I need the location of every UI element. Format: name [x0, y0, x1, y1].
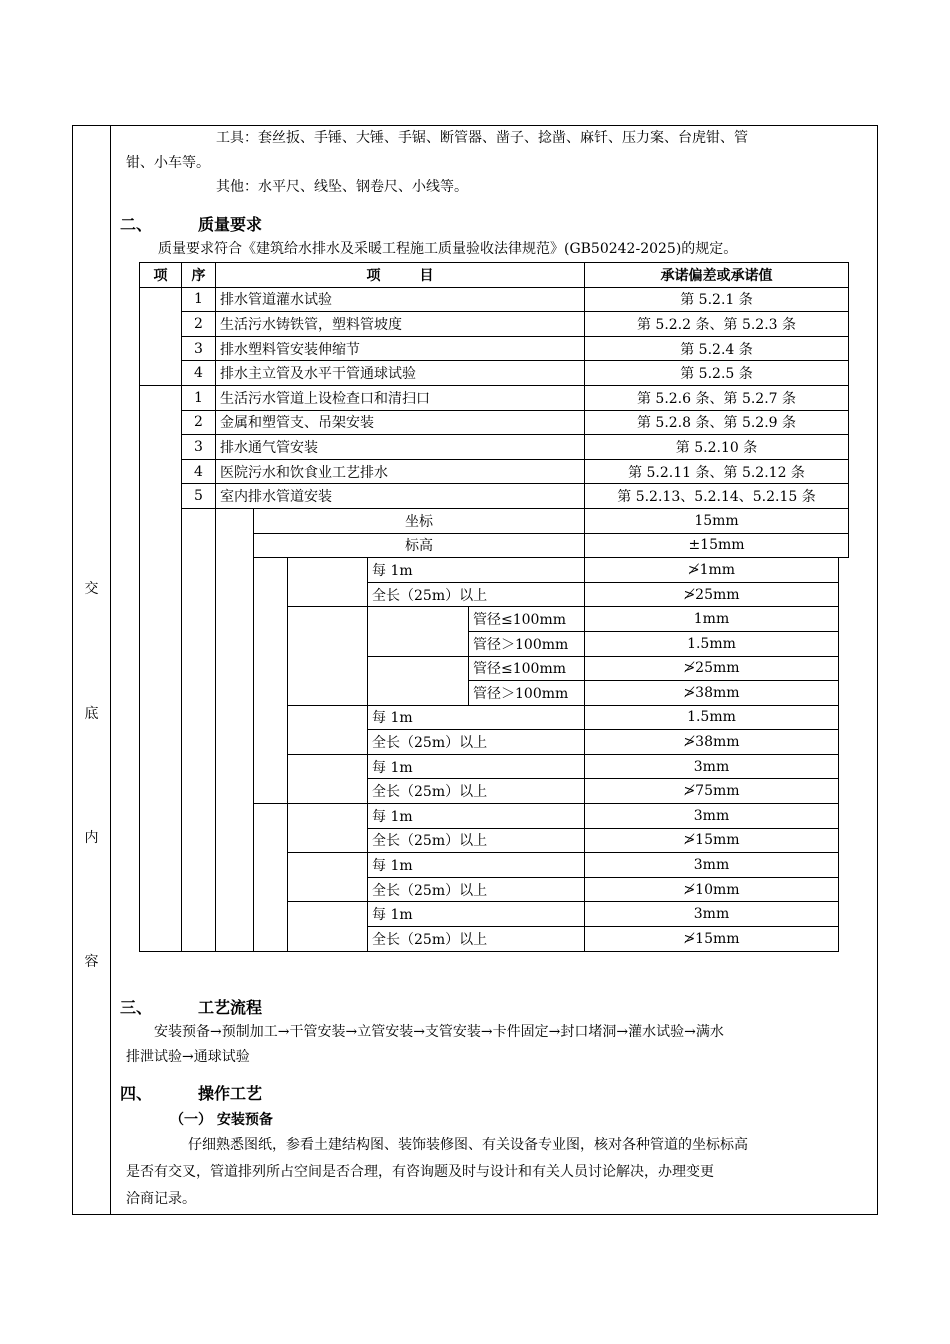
header-value: 承诺偏差或承诺值 [585, 263, 849, 288]
group-cell-empty [368, 656, 469, 705]
seq-cell: 2 [182, 410, 216, 435]
blank-cell [839, 558, 849, 583]
table-row [140, 459, 849, 484]
paragraph-line-3: 洽商记录。 [126, 1191, 196, 1207]
table-row [140, 484, 849, 509]
header-seq: 序 [182, 263, 216, 288]
seq-cell: 4 [182, 361, 216, 386]
seq-cell: 5 [182, 484, 216, 509]
value-cell: 第 5.2.13、5.2.14、5.2.15 条 [585, 484, 849, 509]
item-cell: 每 1m [368, 853, 585, 878]
seq-cell: 3 [182, 435, 216, 460]
value-cell: ≯38mm [585, 730, 839, 755]
seq-cell: 4 [182, 459, 216, 484]
value-cell: 3mm [585, 804, 839, 829]
value-cell: ≯38mm [585, 681, 839, 706]
item-cell: 每 1m [368, 754, 585, 779]
section-2-title: 质量要求 [198, 215, 263, 234]
group-cell-empty [288, 853, 368, 902]
seq-cell: 1 [182, 287, 216, 312]
table-row [140, 312, 849, 337]
table-row [140, 410, 849, 435]
blank-cell [839, 681, 849, 706]
blank-cell [839, 927, 849, 952]
seq-cell-empty [182, 508, 216, 951]
item-cell: 全长（25m）以上 [368, 927, 585, 952]
value-cell: 第 5.2.8 条、第 5.2.9 条 [585, 410, 849, 435]
value-cell: 1mm [585, 607, 839, 632]
paragraph-line-2: 是否有交叉，管道排列所占空间是否合理，有咨询题及时与设计和有关人员讨论解决，办理变更 [126, 1164, 714, 1180]
header-category: 项 [140, 263, 182, 288]
section-2-intro: 质量要求符合《建筑给水排水及采暖工程施工质量验收法律规范》(GB50242-2025)的规定。 [158, 241, 738, 257]
table-row [140, 435, 849, 460]
value-cell: 3mm [585, 902, 839, 927]
item-cell: 全长（25m）以上 [368, 730, 585, 755]
subsection-title: （一） 安装预备 [170, 1112, 273, 1128]
blank-cell [839, 902, 849, 927]
blank-cell [839, 804, 849, 829]
item-cell: 室内排水管道安装 [216, 484, 585, 509]
section-2-number: 二、 [120, 215, 153, 234]
item-cell: 全长（25m）以上 [368, 779, 585, 804]
value-cell: ≯25mm [585, 582, 839, 607]
blank-cell [839, 656, 849, 681]
tools-line-1: 工具：套丝扳、手锤、大锤、手锯、断管器、凿子、捻凿、麻钎、压力案、台虎钳、管 [216, 130, 748, 146]
item-cell: 每 1m [368, 804, 585, 829]
tools-other: 其他：水平尺、线坠、钢卷尺、小线等。 [216, 179, 468, 195]
value-cell: 1.5mm [585, 631, 839, 656]
section-4-number: 四、 [120, 1084, 153, 1103]
side-label-char: 容 [84, 954, 99, 970]
section-3-number: 三、 [120, 998, 153, 1017]
table-row [140, 336, 849, 361]
value-cell: ≯15mm [585, 927, 839, 952]
process-line-1: 安装预备→预制加工→干管安装→立管安装→支管安装→卡件固定→封口堵洞→灌水试验→满水 [154, 1024, 724, 1040]
item-cell: 排水塑料管安装伸缩节 [216, 336, 585, 361]
item-cell: 生活污水铸铁管，塑料管坡度 [216, 312, 585, 337]
seq-cell: 2 [182, 312, 216, 337]
blank-cell [839, 828, 849, 853]
value-cell: 第 5.2.1 条 [585, 287, 849, 312]
item-cell: 生活污水管道上设检查口和清扫口 [216, 385, 585, 410]
category-cell-main [140, 287, 182, 385]
table-row [140, 287, 849, 312]
item-cell: 全长（25m）以上 [368, 828, 585, 853]
table-header-row [140, 263, 849, 288]
blank-cell [839, 582, 849, 607]
group-cell-empty [368, 607, 469, 656]
section-4-title: 操作工艺 [198, 1084, 263, 1103]
group-cell-empty [216, 508, 254, 951]
group-cell-empty [254, 804, 288, 952]
table-row [140, 361, 849, 386]
item-cell: 金属和塑管支、吊架安装 [216, 410, 585, 435]
quality-table [139, 262, 849, 952]
value-cell: 第 5.2.6 条、第 5.2.7 条 [585, 385, 849, 410]
group-cell-empty [288, 902, 368, 951]
table-row [140, 508, 849, 533]
item-cell: 医院污水和饮食业工艺排水 [216, 459, 585, 484]
section-3-title: 工艺流程 [198, 998, 263, 1017]
header-item: 项 目 [216, 263, 585, 288]
paragraph-line-1: 仔细熟悉图纸，参看土建结构图、装饰装修图、有关设备专业图，核对各种管道的坐标标高 [188, 1137, 748, 1153]
blank-cell [839, 705, 849, 730]
item-cell: 每 1m [368, 705, 585, 730]
value-cell: 15mm [585, 508, 849, 533]
blank-cell [839, 779, 849, 804]
item-cell: 排水通气管安装 [216, 435, 585, 460]
item-cell: 排水管道灌水试验 [216, 287, 585, 312]
value-cell: ±15mm [585, 533, 849, 558]
group-cell-empty [288, 754, 368, 803]
blank-cell [839, 730, 849, 755]
item-cell: 管径≤100mm [469, 607, 585, 632]
item-cell: 每 1m [368, 558, 585, 583]
seq-cell: 3 [182, 336, 216, 361]
side-label-char: 内 [84, 830, 99, 846]
group-cell-empty [288, 804, 368, 853]
item-cell: 标高 [254, 533, 585, 558]
value-cell: 第 5.2.5 条 [585, 361, 849, 386]
value-cell: 3mm [585, 853, 839, 878]
value-cell: ≯10mm [585, 877, 839, 902]
value-cell: 1.5mm [585, 705, 839, 730]
group-cell-empty [254, 558, 288, 804]
value-cell: 第 5.2.11 条、第 5.2.12 条 [585, 459, 849, 484]
process-line-2: 排泄试验→通球试验 [126, 1049, 250, 1065]
blank-cell [839, 607, 849, 632]
group-cell-empty [288, 558, 368, 607]
group-cell-empty [288, 705, 368, 754]
category-cell-general [140, 385, 182, 951]
blank-cell [839, 877, 849, 902]
item-cell: 管径≤100mm [469, 656, 585, 681]
blank-cell [839, 754, 849, 779]
value-cell: 第 5.2.10 条 [585, 435, 849, 460]
value-cell: 第 5.2.4 条 [585, 336, 849, 361]
item-cell: 坐标 [254, 508, 585, 533]
item-cell: 全长（25m）以上 [368, 582, 585, 607]
tools-line-2: 钳、小车等。 [126, 155, 210, 171]
frame-divider [110, 126, 111, 1214]
side-label-char: 底 [84, 706, 99, 722]
table-row [140, 385, 849, 410]
value-cell: 第 5.2.2 条、第 5.2.3 条 [585, 312, 849, 337]
value-cell: ≯15mm [585, 828, 839, 853]
side-label-char: 交 [84, 581, 99, 597]
blank-cell [839, 853, 849, 878]
value-cell: ≯1mm [585, 558, 839, 583]
item-cell: 排水主立管及水平干管通球试验 [216, 361, 585, 386]
value-cell: 3mm [585, 754, 839, 779]
group-cell-empty [288, 607, 368, 705]
item-cell: 全长（25m）以上 [368, 877, 585, 902]
item-cell: 管径＞100mm [469, 631, 585, 656]
item-cell: 管径＞100mm [469, 681, 585, 706]
seq-cell: 1 [182, 385, 216, 410]
blank-cell [839, 631, 849, 656]
item-cell: 每 1m [368, 902, 585, 927]
value-cell: ≯25mm [585, 656, 839, 681]
value-cell: ≯75mm [585, 779, 839, 804]
